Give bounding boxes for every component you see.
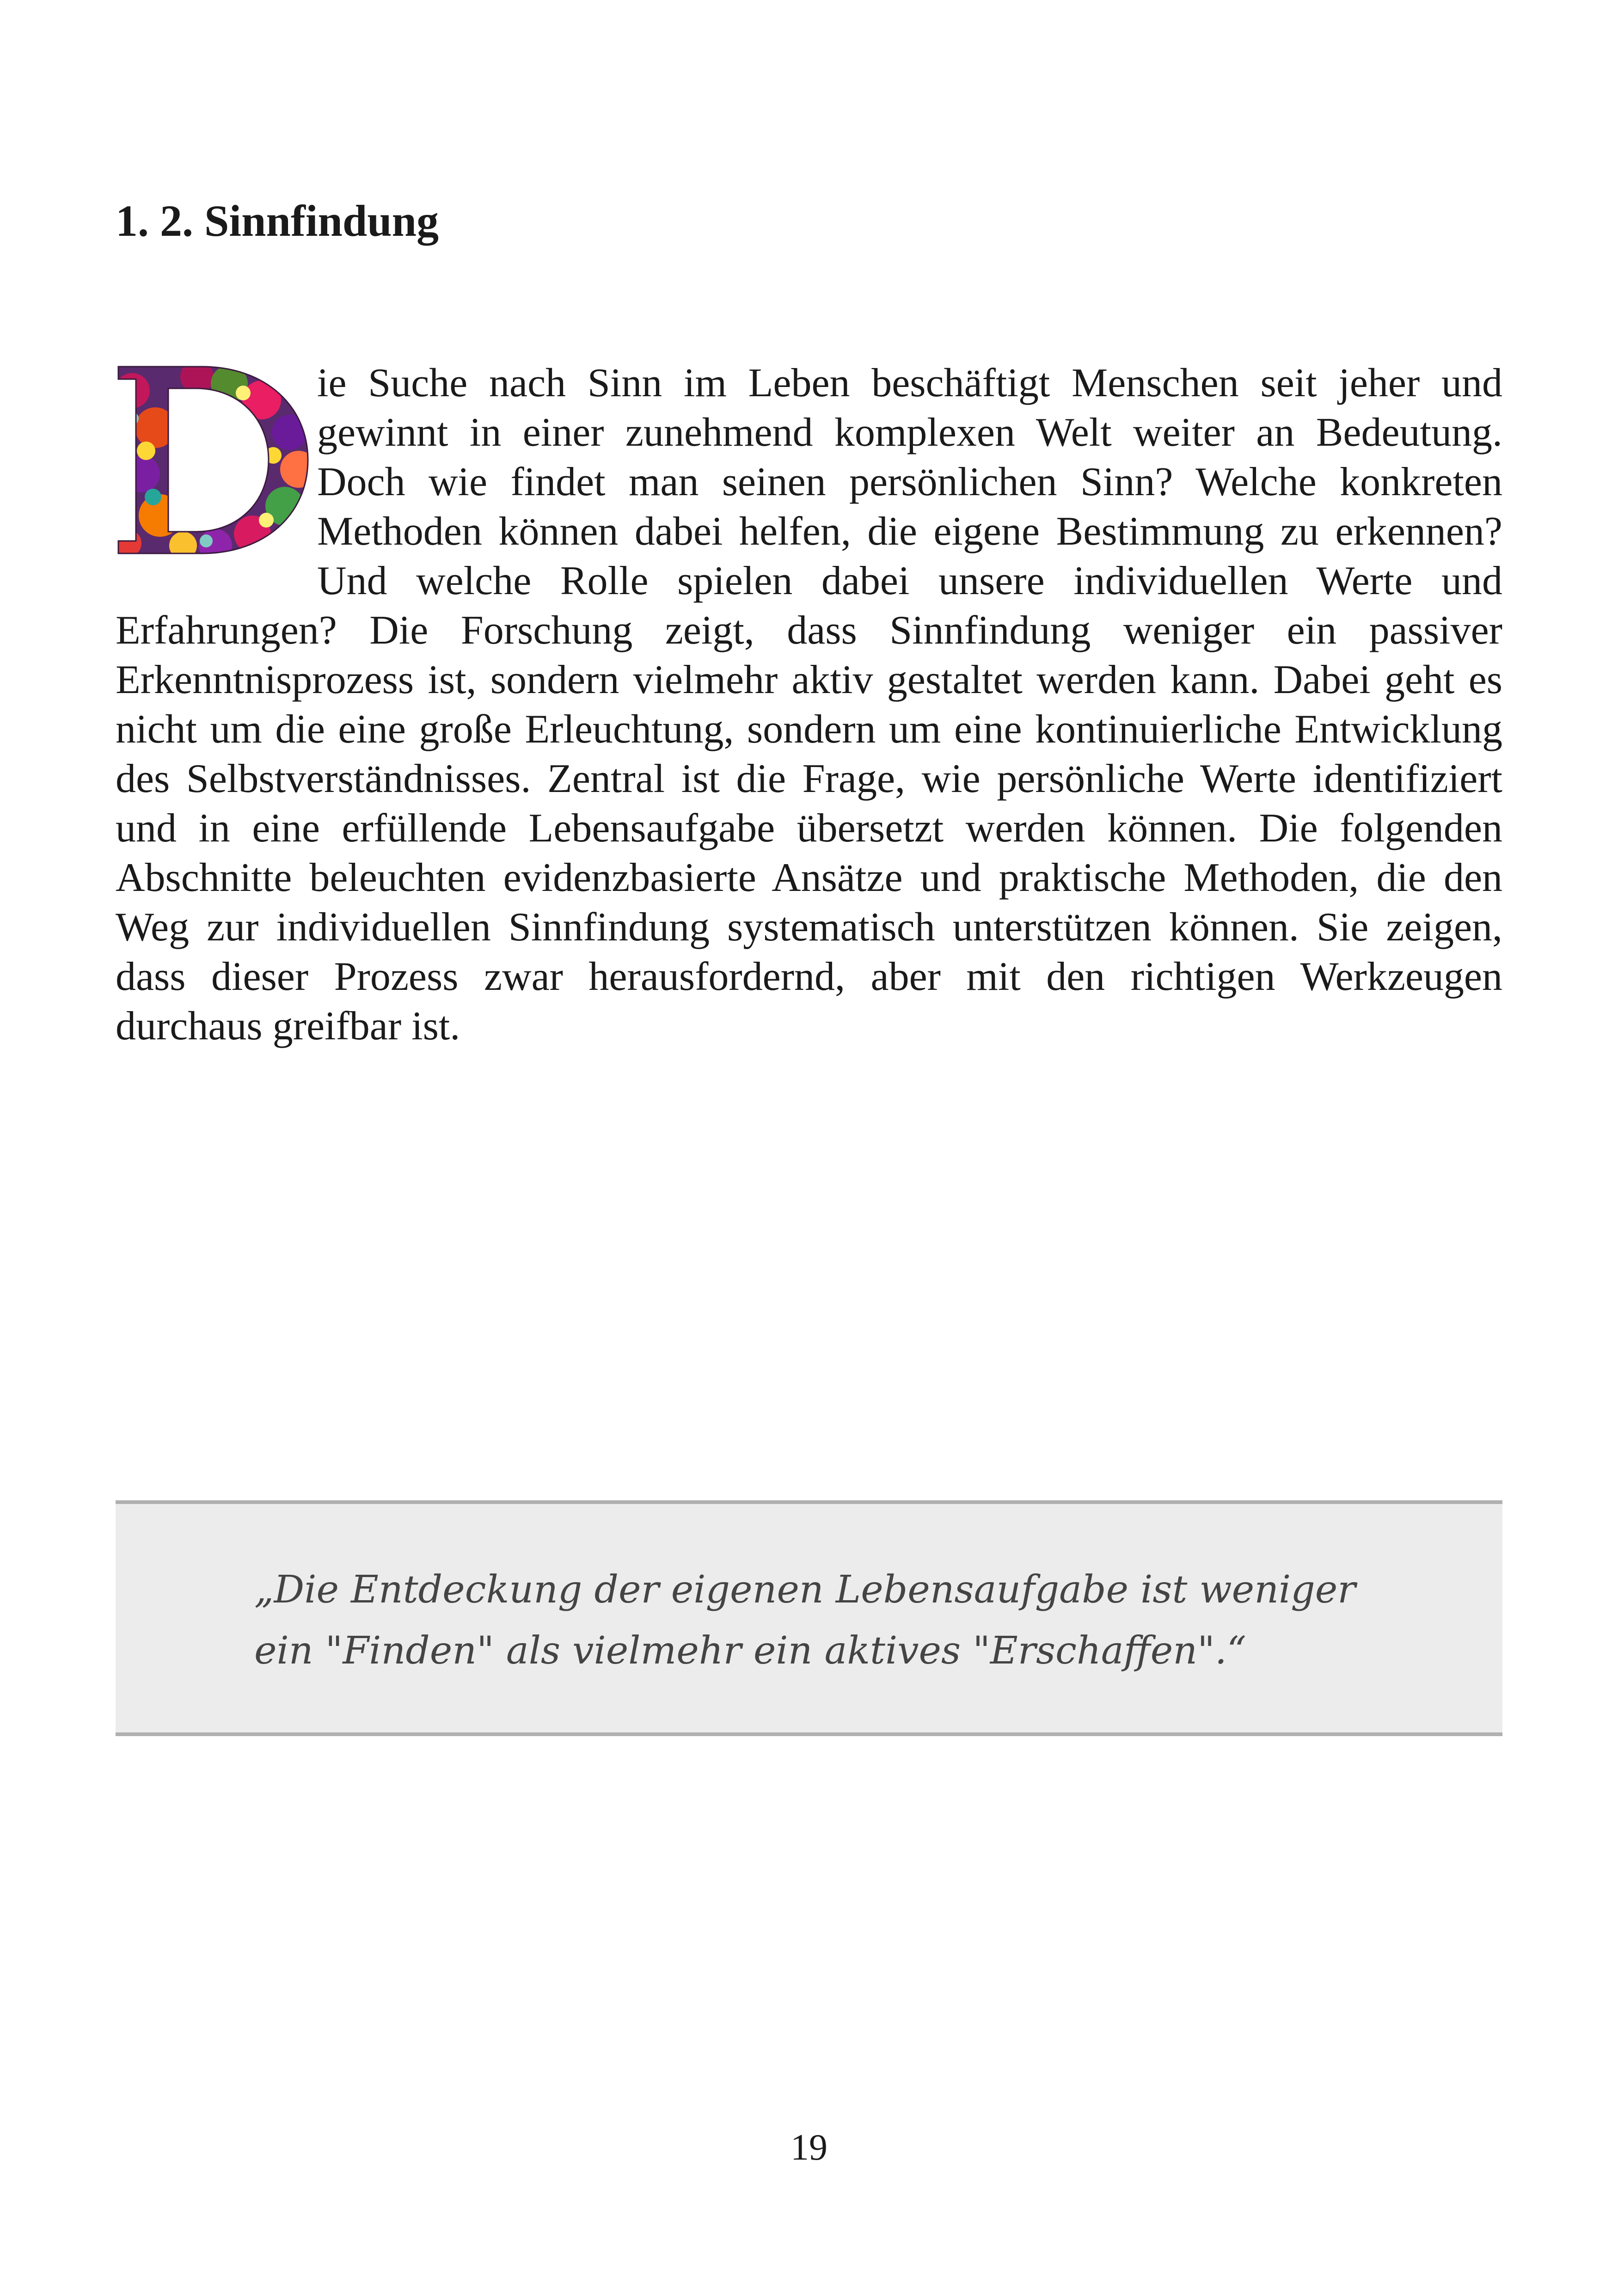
body-text: ie Suche nach Sinn im Leben beschäftigt Menschen seit jeher und gewinnt in einer zunehmend komplexen Welt weiter an Bedeutung. Doch wie findet man seinen persönlichen Sinn? Welche konkreten Methoden können dabei helfen, die eigene Bestimmung zu erkennen? Und welche Rolle spielen dabei unsere individuellen Werte und Erfahrungen? Die Forschung zeigt, dass Sinnfindung weniger ein passiver Erkenntnisprozess ist, sondern vielmehr aktiv gestaltet werden kann. Dabei geht es nicht um die eine große Erleuchtung, sondern um eine kontinuierliche Entwicklung des Selbstverständnisses. Zentral ist die Frage, wie persönliche Werte identifiziert und in eine erfüllende Lebensaufgabe übersetzt werden können. Die folgenden Abschnitte beleuchten evidenzbasierte Ansätze und praktische Methoden, die den Weg zur individuellen Sinnfindung systematisch unterstützen können. Sie zeigen, dass dieser Prozess zwar herausfordernd, aber mit den richtigen Werkzeugen durchaus greifbar ist. [116,361,1502,1049]
dropcap-ornamental-d-icon [114,363,317,557]
body-paragraph [116,358,1502,1051]
page-number: 19 [791,2127,827,2168]
pull-quote: „Die Entdeckung der eigenen Lebensaufgabe ist weniger ein "Finden" als vielmehr ein aktives "Erschaffen".“ [254,1568,1356,1673]
quote-callout-box [116,1500,1502,1736]
section-heading: 1. 2. Sinnfindung [116,196,439,246]
